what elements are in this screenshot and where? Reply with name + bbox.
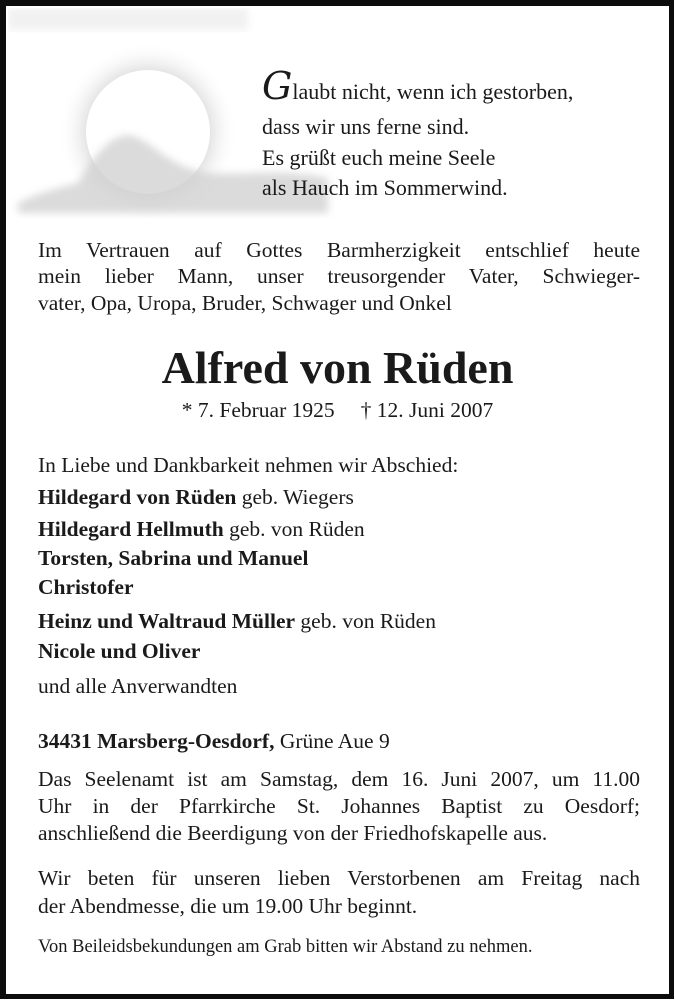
mourner-entry: Hildegard Hellmuth geb. von Rüden xyxy=(38,517,365,541)
prayer-line: der Abendmesse, die um 19.00 Uhr beginnt. xyxy=(38,894,418,918)
condolence-note: Von Beileidsbekundungen am Grab bitten wir Abstand zu nehmen. xyxy=(38,937,533,957)
address: 34431 Marsberg-Oesdorf, Grüne Aue 9 xyxy=(38,729,390,753)
service-line: Uhr in der Pfarrkirche St. Johannes Baptist zu Oesdorf; xyxy=(38,794,640,818)
mourners-closing: und alle Anverwandten xyxy=(38,674,238,698)
service-line: anschließend die Beerdigung von der Friedhofskapelle aus. xyxy=(38,821,548,845)
birth-date: * 7. Februar 1925 xyxy=(181,398,335,422)
poem-line-4: als Hauch im Sommerwind. xyxy=(262,175,508,200)
deceased-name: Alfred von Rüden xyxy=(161,342,514,393)
mourner-entry: Hildegard von Rüden geb. Wiegers xyxy=(38,485,354,509)
mourner-entry: Heinz und Waltraud Müller geb. von Rüden xyxy=(38,609,436,633)
intro-line: vater, Opa, Uropa, Bruder, Schwager und Onkel xyxy=(38,291,452,315)
mourner-entry: Nicole und Oliver xyxy=(38,639,201,663)
service-line: Das Seelenamt ist am Samstag, dem 16. Juni 2007, um 11.00 xyxy=(38,767,640,791)
life-dates xyxy=(0,397,675,423)
prayer-line: Wir beten für unseren lieben Verstorbenen am Freitag nach xyxy=(38,866,640,890)
mourner-entry: Torsten, Sabrina und Manuel xyxy=(38,546,309,570)
poem-line-1: Glaubt nicht, wenn ich gestorben, xyxy=(262,64,574,108)
death-date: † 12. Juni 2007 xyxy=(360,398,494,422)
mourners-intro: In Liebe und Dankbarkeit nehmen wir Abschied: xyxy=(38,453,459,477)
poem-line-2: dass wir uns ferne sind. xyxy=(262,114,470,139)
mourner-entry: Christofer xyxy=(38,575,134,599)
intro-line: mein lieber Mann, unser treusorgender Vater, Schwieger- xyxy=(38,264,640,288)
poem-line-3: Es grüßt euch meine Seele xyxy=(262,145,496,170)
intro-line: Im Vertrauen auf Gottes Barmherzigkeit entschlief heute xyxy=(38,238,640,262)
